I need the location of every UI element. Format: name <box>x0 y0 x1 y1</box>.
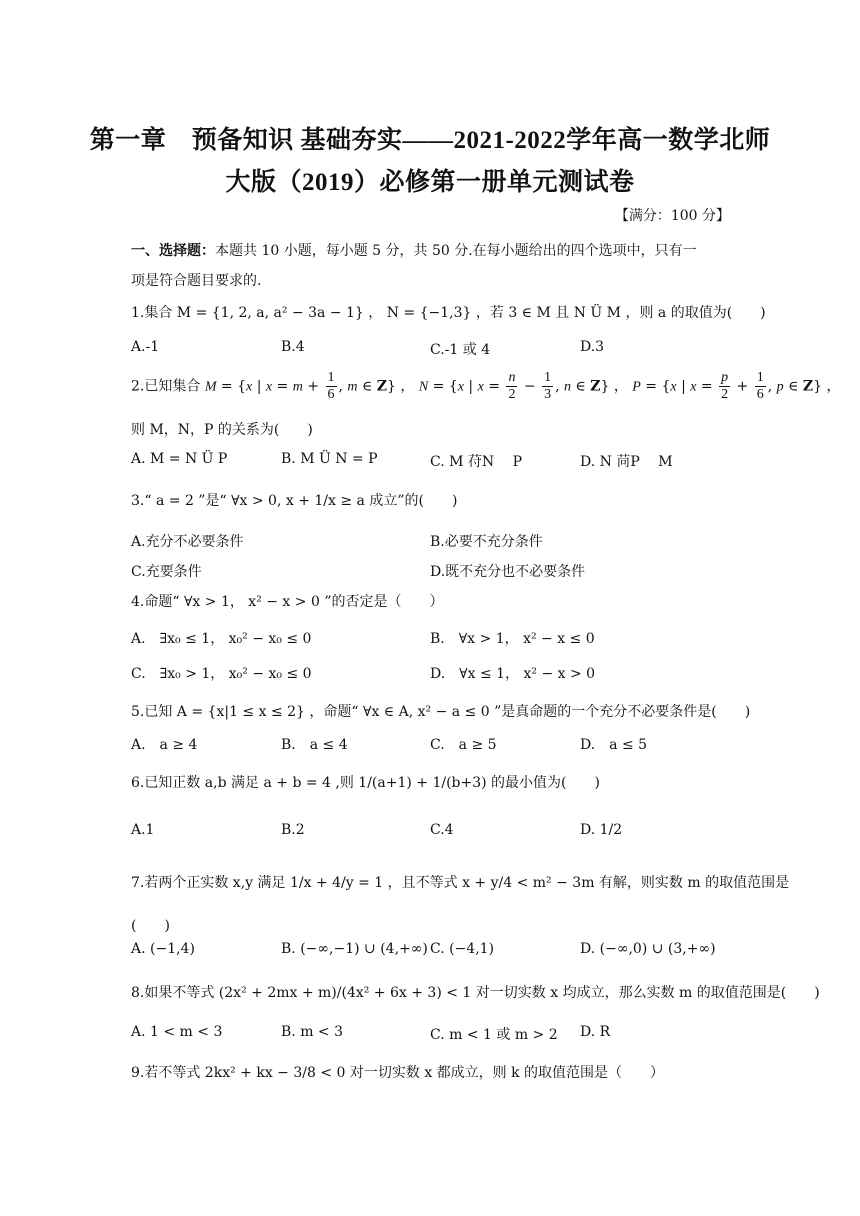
full-score-label: 【满分：100 分】 <box>614 208 730 224</box>
q1-option-c: C.-1 或 4 <box>430 342 491 358</box>
q1-option-b: B.4 <box>281 339 305 355</box>
q5-option-b: B. a ≤ 4 <box>281 737 348 753</box>
question-9-stem: 9.若不等式 2kx² + kx − 3/8 < 0 对一切实数 x 都成立，则 k 的取值范围是（ ） <box>131 1065 665 1081</box>
q5-option-d: D. a ≤ 5 <box>580 737 648 753</box>
q3-option-c: C.充要条件 <box>131 564 202 580</box>
question-5-stem: 5.已知 A = {x|1 ≤ x ≤ 2} ，命题“ ∀x ∈ A, x² − a ≤ 0 ”是真命题的一个充分不必要条件是( ) <box>131 704 751 720</box>
question-3-stem: 3.“ a = 2 ”是“ ∀x > 0, x + 1/x ≥ a 成立”的( ) <box>131 493 458 509</box>
q2-option-d: D. N 苘P M <box>580 454 673 470</box>
q6-option-a: A.1 <box>131 822 155 838</box>
q2-stem-prefix: 2.已知集合 <box>131 378 201 395</box>
q3-option-a: A.充分不必要条件 <box>131 534 244 550</box>
question-1-stem: 1.集合 M = {1, 2, a, a² − 3a − 1} ， N = {−1,3} ，若 3 ∈ M 且 N Ü M ，则 a 的取值为( ) <box>131 305 766 321</box>
q8-option-d: D. R <box>580 1024 611 1040</box>
q7-option-b: B. (−∞,−1) ∪ (4,+∞) <box>281 941 428 957</box>
q5-option-a: A. a ≥ 4 <box>131 737 198 753</box>
q2-option-a: A. M = N Ü P <box>131 451 228 467</box>
q4-option-b: B. ∀x > 1， x² − x ≤ 0 <box>430 631 595 647</box>
q4-option-c: C. ∃x₀ > 1， x₀² − x₀ ≤ 0 <box>131 666 312 682</box>
q6-option-c: C.4 <box>430 822 454 838</box>
q4-option-a: A. ∃x₀ ≤ 1， x₀² − x₀ ≤ 0 <box>131 631 312 647</box>
q7-option-a: A. (−1,4) <box>131 941 195 957</box>
question-2-stem-cont: 则 M，N，P 的关系为( ) <box>131 422 313 438</box>
question-4-stem: 4.命题“ ∀x > 1， x² − x > 0 ”的否定是（ ） <box>131 594 444 610</box>
page-title-line2: 大版（2019）必修第一册单元测试卷 <box>225 169 635 196</box>
q4-option-d: D. ∀x ≤ 1， x² − x > 0 <box>430 666 596 682</box>
section-intro-text: 本题共 10 小题，每小题 5 分，共 50 分.在每小题给出的四个选项中，只有一 <box>215 243 697 259</box>
q5-option-c: C. a ≥ 5 <box>430 737 497 753</box>
question-7-stem: 7.若两个正实数 x,y 满足 1/x + 4/y = 1 ，且不等式 x + y/4 < m² − 3m 有解，则实数 m 的取值范围是 <box>131 875 790 891</box>
question-2-stem: 2.已知集合 M = {x | x = m + $\frac{1}{6}$ , m ∈ Z} ， N = {x | x = $\frac{n}{2}$ − $\frac{1}{3}$ , n ∈ Z} ， P = {x | x = $\frac{p}{2}$ + $\frac{1}{6}$ , p ∈ Z} ， <box>131 370 841 402</box>
q8-option-b: B. m < 3 <box>281 1024 344 1040</box>
q1-option-a: A.-1 <box>131 339 160 355</box>
q2-option-b: B. M Ü N = P <box>281 451 378 467</box>
q6-option-b: B.2 <box>281 822 305 838</box>
q1-option-d: D.3 <box>580 339 605 355</box>
question-8-stem: 8.如果不等式 (2x² + 2mx + m)/(4x² + 6x + 3) < 1 对一切实数 x 均成立，那么实数 m 的取值范围是( ) <box>131 985 820 1001</box>
q3-option-d: D.既不充分也不必要条件 <box>430 564 586 580</box>
question-6-stem: 6.已知正数 a,b 满足 a + b = 4 ,则 1/(a+1) + 1/(b+3) 的最小值为( ) <box>131 775 600 791</box>
q6-option-d: D. 1/2 <box>580 822 623 838</box>
q2-option-c: C. M 苻N P <box>430 454 523 470</box>
page-title-line1: 第一章 预备知识 基础夯实——2021-2022学年高一数学北师 <box>89 127 771 154</box>
q7-option-c: C. (−4,1) <box>430 941 495 957</box>
section-intro <box>131 240 697 260</box>
q7-option-d: D. (−∞,0) ∪ (3,+∞) <box>580 941 716 957</box>
section-heading: 一、选择题： <box>131 243 215 259</box>
q8-option-c: C. m < 1 或 m > 2 <box>430 1027 558 1043</box>
section-intro-cont: 项是符合题目要求的. <box>131 273 262 289</box>
question-7-stem-cont: ( ) <box>131 918 170 934</box>
q3-option-b: B.必要不充分条件 <box>430 534 543 550</box>
q8-option-a: A. 1 < m < 3 <box>131 1024 223 1040</box>
